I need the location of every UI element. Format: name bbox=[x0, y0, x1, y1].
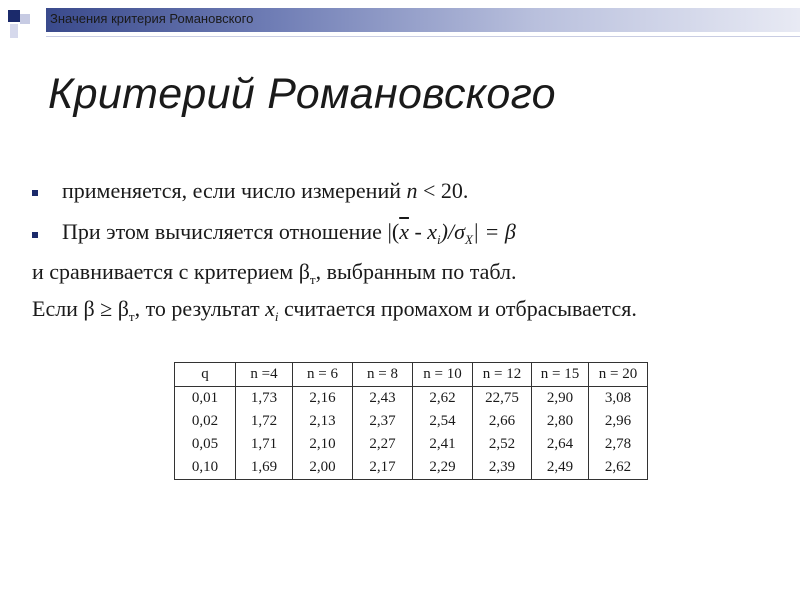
table-header-cell: q bbox=[175, 363, 236, 387]
table-cell: 2,90 bbox=[532, 387, 589, 411]
table-cell: 2,96 bbox=[589, 410, 648, 433]
table-cell: 2,41 bbox=[413, 433, 473, 456]
table-cell: 2,54 bbox=[413, 410, 473, 433]
slide-header bbox=[0, 0, 800, 40]
subscript-i: i bbox=[274, 309, 279, 324]
bullet-text-2 bbox=[62, 219, 516, 245]
bullet1-text: применяется, если число измерений bbox=[62, 178, 407, 203]
table-header-cell: n = 10 bbox=[413, 363, 473, 387]
romanovsky-table bbox=[174, 362, 648, 480]
header-title: Значения критерия Романовского bbox=[50, 11, 254, 26]
line4-text: Если β ≥ β bbox=[32, 296, 129, 321]
variable-n: n bbox=[406, 178, 418, 203]
table-cell: 0,02 bbox=[175, 410, 236, 433]
header-divider bbox=[46, 36, 800, 37]
line4-mid: , то результат bbox=[134, 296, 266, 321]
table-header-cell: n =4 bbox=[236, 363, 293, 387]
text-line-3 bbox=[32, 259, 517, 285]
table-cell: 2,64 bbox=[532, 433, 589, 456]
table-cell: 2,10 bbox=[293, 433, 353, 456]
table-cell: 1,72 bbox=[236, 410, 293, 433]
x-mean: $\overline{x}$ bbox=[399, 219, 409, 244]
table-cell: 2,27 bbox=[353, 433, 413, 456]
table-cell: 2,66 bbox=[473, 410, 532, 433]
line3-tail: , выбранным по табл. bbox=[315, 259, 517, 284]
header-decor-square bbox=[20, 14, 30, 24]
bullet-text-1 bbox=[62, 178, 468, 204]
table-header-cell: n = 6 bbox=[293, 363, 353, 387]
bullet-icon bbox=[32, 190, 38, 196]
bullet2-text: При этом вычисляется отношение |( bbox=[62, 219, 400, 244]
table-cell: 1,71 bbox=[236, 433, 293, 456]
table-cell: 2,62 bbox=[413, 387, 473, 411]
table-cell: 2,37 bbox=[353, 410, 413, 433]
subscript-x: X bbox=[464, 232, 473, 247]
table-cell: 2,78 bbox=[589, 433, 648, 456]
table-cell: 2,43 bbox=[353, 387, 413, 411]
subscript-i: i bbox=[437, 232, 441, 247]
table-row bbox=[175, 456, 648, 480]
bullet-icon bbox=[32, 232, 38, 238]
table-header-cell: n = 15 bbox=[532, 363, 589, 387]
text-line-4 bbox=[32, 296, 637, 322]
table-cell: 1,73 bbox=[236, 387, 293, 411]
table-header-cell: n = 8 bbox=[353, 363, 413, 387]
header-decor-square bbox=[10, 24, 18, 38]
table-header-cell: n = 12 bbox=[473, 363, 532, 387]
table-row bbox=[175, 410, 648, 433]
table-cell: 2,49 bbox=[532, 456, 589, 480]
subscript-t: т bbox=[309, 272, 316, 287]
table-cell: 3,08 bbox=[589, 387, 648, 411]
table-cell: 0,01 bbox=[175, 387, 236, 411]
equals-beta: | = β bbox=[472, 219, 516, 244]
table-cell: 0,10 bbox=[175, 456, 236, 480]
variable-x: x bbox=[265, 296, 275, 321]
table-cell: 1,69 bbox=[236, 456, 293, 480]
table-cell: 2,00 bbox=[293, 456, 353, 480]
table-cell: 22,75 bbox=[473, 387, 532, 411]
table-cell: 2,13 bbox=[293, 410, 353, 433]
table-cell: 2,52 bbox=[473, 433, 532, 456]
subscript-t: т bbox=[128, 309, 135, 324]
table-cell: 0,05 bbox=[175, 433, 236, 456]
table-row bbox=[175, 387, 648, 411]
table-row bbox=[175, 433, 648, 456]
minus-x: - x bbox=[408, 219, 438, 244]
table-cell: 2,16 bbox=[293, 387, 353, 411]
table-cell: 2,29 bbox=[413, 456, 473, 480]
table-header-row bbox=[175, 363, 648, 387]
table-cell: 2,17 bbox=[353, 456, 413, 480]
table-cell: 2,80 bbox=[532, 410, 589, 433]
sigma-part: )/σ bbox=[440, 219, 465, 244]
header-decor-square bbox=[8, 10, 20, 22]
table-header-cell: n = 20 bbox=[589, 363, 648, 387]
slide-title: Критерий Романовского bbox=[48, 70, 556, 118]
table-cell: 2,62 bbox=[589, 456, 648, 480]
bullet1-condition: < 20. bbox=[417, 178, 469, 203]
line4-tail: считается промахом и отбрасывается. bbox=[278, 296, 637, 321]
table-cell: 2,39 bbox=[473, 456, 532, 480]
line3-text: и сравнивается с критерием β bbox=[32, 259, 310, 284]
